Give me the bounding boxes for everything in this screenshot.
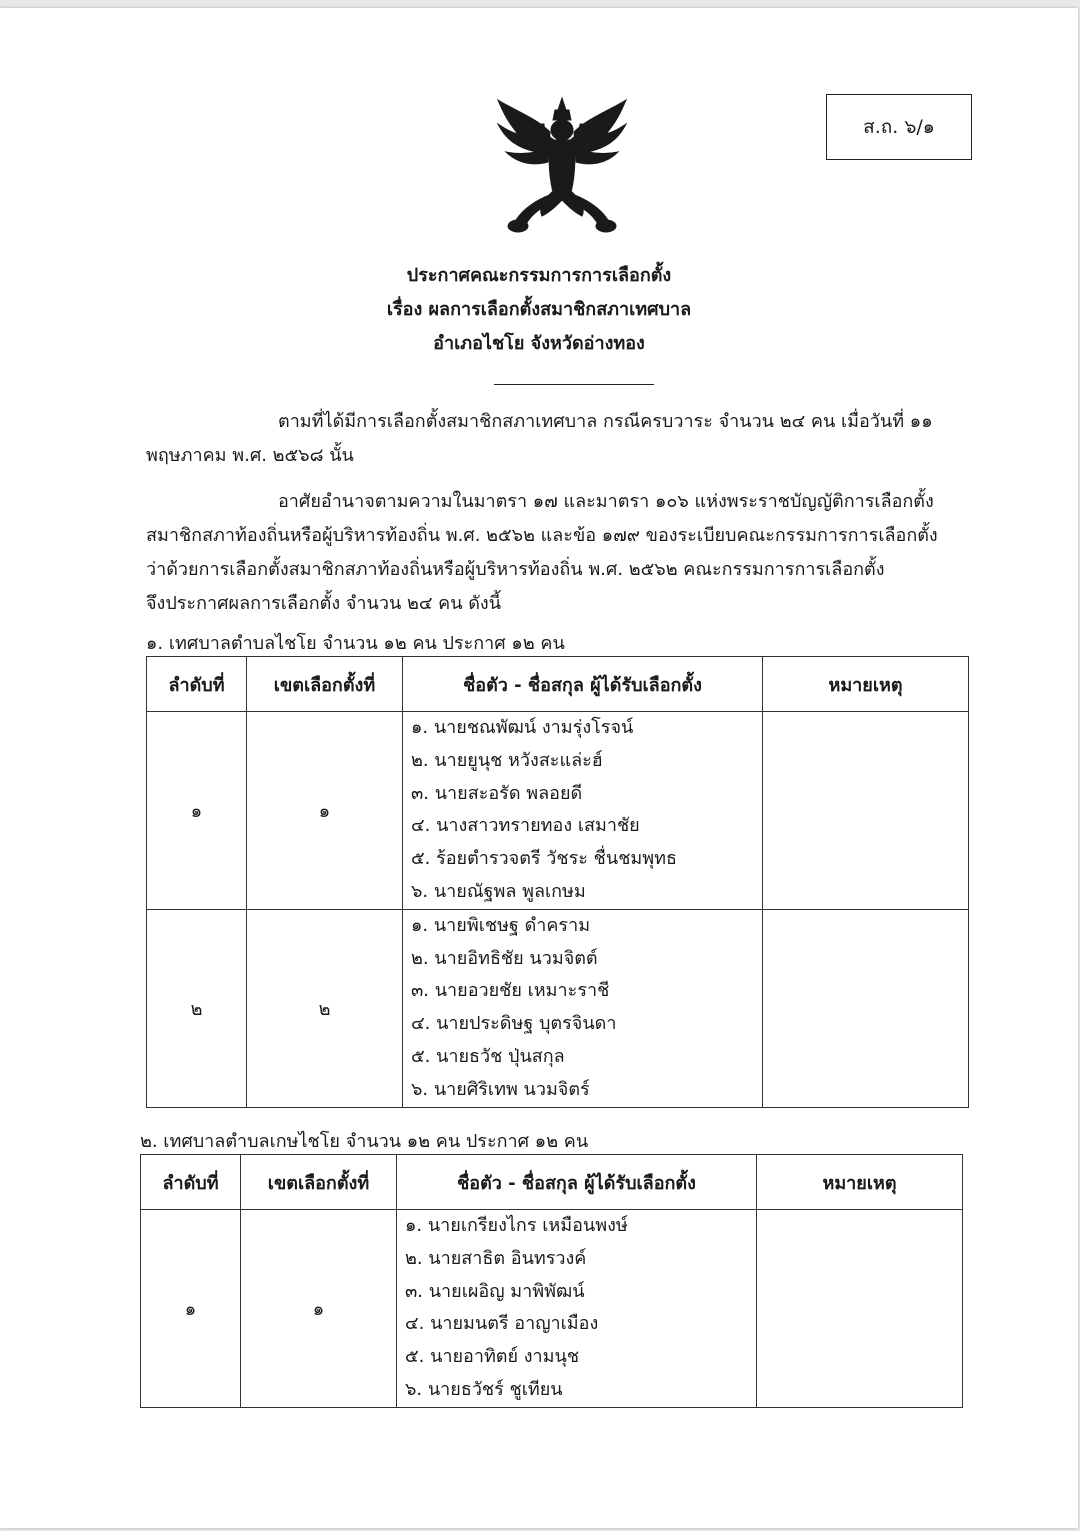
form-code-box [826, 94, 972, 160]
announcement-title: ประกาศคณะกรรมการการเลือกตั้ง [406, 265, 672, 286]
form-code: ส.ถ. ๖/๑ [863, 116, 935, 138]
column-header-order: ลำดับที่ [147, 657, 247, 712]
remark-cell [763, 712, 969, 910]
table-header-row [147, 657, 969, 712]
column-header-district: เขตเลือกตั้งที่ [247, 657, 403, 712]
names-cell [403, 712, 763, 910]
elected-name: ๖. นายณัฐพล พูลเกษม [411, 880, 586, 902]
elected-name: ๕. ร้อยตำรวจตรี วัชระ ชื่นชมพุทธ [411, 848, 677, 870]
announcement-location: อำเภอไชโย จังหวัดอ่างทอง [433, 333, 645, 354]
district-cell: ๑ [247, 712, 403, 910]
names-cell [397, 1210, 757, 1408]
elected-name: ๒. นายยูนุช หวังสะแล่ะฮ์ [411, 749, 603, 771]
table-row [141, 1210, 963, 1408]
table-row [147, 909, 969, 1107]
intro-paragraph-2-line-3: ว่าด้วยการเลือกตั้งสมาชิกสภาท้องถิ่นหรือผู้บริหารท้องถิ่น พ.ศ. ๒๕๖๒ คณะกรรมการการเลือกตั้ง [146, 559, 885, 580]
intro-paragraph-2-line-4: จึงประกาศผลการเลือกตั้ง จำนวน ๒๔ คน ดังนี้ [146, 593, 502, 614]
table-header-row [141, 1155, 963, 1210]
order-cell: ๑ [147, 712, 247, 910]
elected-name: ๕. นายอาทิตย์ งามนุช [405, 1346, 580, 1368]
garuda-emblem-icon [492, 92, 632, 238]
elected-name: ๓. นายอวยชัย เหมาะราชี [411, 980, 610, 1002]
intro-paragraph-2-line-1: อาศัยอำนาจตามความในมาตรา ๑๗ และมาตรา ๑๐๖ แห่งพระราชบัญญัติการเลือกตั้ง [278, 491, 934, 512]
elected-name: ๒. นายอิทธิชัย นวมจิตต์ [411, 947, 598, 969]
document-page [0, 8, 1078, 1528]
elected-name: ๑. นายชณพัฒน์ งามรุ่งโรจน์ [411, 717, 634, 738]
column-header-remark: หมายเหตุ [757, 1155, 963, 1210]
elected-name: ๕. นายธวัช ปุ่นสกุล [411, 1045, 565, 1067]
remark-cell [763, 909, 969, 1107]
order-cell: ๑ [141, 1210, 241, 1408]
column-header-remark: หมายเหตุ [763, 657, 969, 712]
results-table-1 [146, 656, 969, 1108]
elected-name: ๖. นายธวัชร์ ชูเทียน [405, 1378, 563, 1400]
announcement-subject: เรื่อง ผลการเลือกตั้งสมาชิกสภาเทศบาล [386, 299, 692, 320]
elected-name: ๔. นายประดิษฐ บุตรจินดา [411, 1013, 617, 1035]
elected-name: ๒. นายสาธิต อินทรวงค์ [405, 1247, 587, 1269]
elected-name: ๔. นายมนตรี อาญาเมือง [405, 1313, 599, 1335]
elected-name: ๔. นางสาวทรายทอง เสมาชัย [411, 815, 640, 837]
intro-paragraph-1-line-2: พฤษภาคม พ.ศ. ๒๕๖๘ นั้น [146, 445, 354, 466]
column-header-district: เขตเลือกตั้งที่ [241, 1155, 397, 1210]
elected-name: ๓. นายสะอรัด พลอยดี [411, 782, 583, 804]
elected-name: ๑. นายเกรียงไกร เหมือนพงษ์ [405, 1215, 628, 1236]
section-1-heading: ๑. เทศบาลตำบลไชโย จำนวน ๑๒ คน ประกาศ ๑๒ คน [146, 633, 565, 654]
table-row [147, 712, 969, 910]
order-cell: ๒ [147, 909, 247, 1107]
remark-cell [757, 1210, 963, 1408]
district-cell: ๑ [241, 1210, 397, 1408]
elected-name: ๖. นายศิริเทพ นวมจิตร์ [411, 1078, 590, 1100]
results-table-2 [140, 1154, 963, 1408]
column-header-name: ชื่อตัว - ชื่อสกุล ผู้ได้รับเลือกตั้ง [403, 657, 763, 712]
section-2-heading: ๒. เทศบาลตำบลเกษไชโย จำนวน ๑๒ คน ประกาศ ๑๒ คน [140, 1131, 589, 1152]
district-cell: ๒ [247, 909, 403, 1107]
intro-paragraph-2-line-2: สมาชิกสภาท้องถิ่นหรือผู้บริหารท้องถิ่น พ.ศ. ๒๕๖๒ และข้อ ๑๗๙ ของระเบียบคณะกรรมการการเลือกตั้ง [146, 525, 938, 546]
column-header-name: ชื่อตัว - ชื่อสกุล ผู้ได้รับเลือกตั้ง [397, 1155, 757, 1210]
intro-paragraph-1-line-1: ตามที่ได้มีการเลือกตั้งสมาชิกสภาเทศบาล กรณีครบวาระ จำนวน ๒๔ คน เมื่อวันที่ ๑๑ [278, 411, 933, 432]
names-cell [403, 909, 763, 1107]
title-divider [494, 384, 654, 385]
column-header-order: ลำดับที่ [141, 1155, 241, 1210]
elected-name: ๓. นายเผอิญ มาพิพัฒน์ [405, 1280, 585, 1302]
elected-name: ๑. นายพิเชษฐ ดำคราม [411, 914, 591, 936]
